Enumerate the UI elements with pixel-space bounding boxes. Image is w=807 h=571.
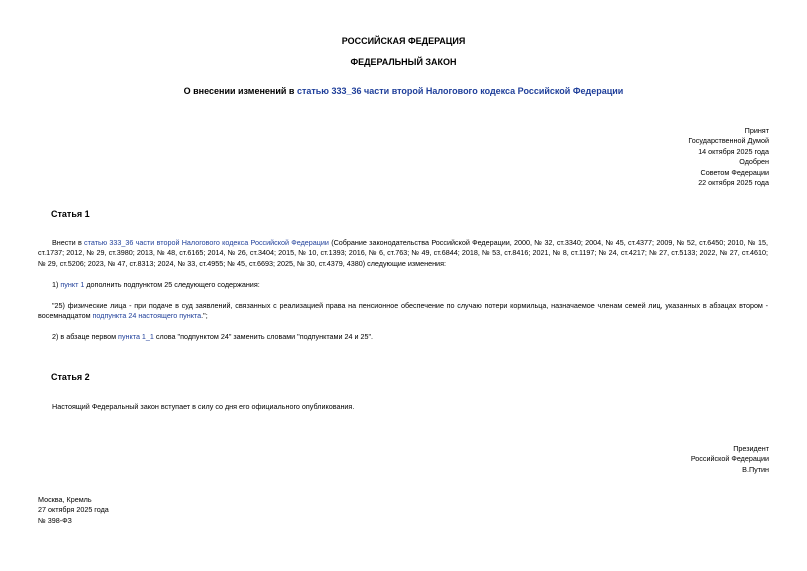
article-1-item-2 xyxy=(38,332,768,342)
article-2-body: Настоящий Федеральный закон вступает в силу со дня его официального опубликования. xyxy=(52,402,355,411)
intro-link[interactable]: статью 333_36 части второй Налогового кодекса Российской Федерации xyxy=(84,238,329,247)
article-1-heading: Статья 1 xyxy=(51,209,90,219)
item1-rest: дополнить подпунктом 25 следующего содержания: xyxy=(84,280,260,289)
quote-link[interactable]: подпункта 24 настоящего пункта xyxy=(92,311,202,321)
signature-block xyxy=(691,444,769,475)
item1-link[interactable]: пункт 1 xyxy=(60,280,85,289)
intro-prefix: Внести в xyxy=(52,238,85,247)
country-title: РОССИЙСКАЯ ФЕДЕРАЦИЯ xyxy=(341,36,466,46)
article-2-text xyxy=(38,402,768,412)
title-link[interactable]: статью 333_36 части второй Налогового кодекса Российской Федерации xyxy=(296,86,624,96)
title-prefix: О внесении изменений в xyxy=(183,86,297,96)
footer-number: № 398-ФЗ xyxy=(38,515,72,525)
article-1-intro xyxy=(38,238,768,269)
adoption-block xyxy=(688,126,769,188)
footer-place: Москва, Кремль xyxy=(38,495,92,504)
council-date: 22 октября 2025 года xyxy=(698,178,769,188)
article-2-heading: Статья 2 xyxy=(51,372,90,382)
signature-name: В.Путин xyxy=(742,464,769,474)
document-type: ФЕДЕРАЛЬНЫЙ ЗАКОН xyxy=(350,57,457,67)
duma-label: Государственной Думой xyxy=(688,136,769,146)
article-1-item-1 xyxy=(38,280,768,290)
signature-position: Президент xyxy=(733,444,769,453)
approved-label: Одобрен xyxy=(739,157,769,167)
footer-date: 27 октября 2025 года xyxy=(38,505,109,515)
council-label: Советом Федерации xyxy=(700,167,769,177)
accepted-label: Принят xyxy=(744,126,769,135)
footer-block xyxy=(38,495,109,526)
signature-country: Российской Федерации xyxy=(690,454,769,464)
item2-link[interactable]: пункта 1_1 xyxy=(118,332,154,341)
quote-end: ."; xyxy=(201,311,208,321)
article-1-quote xyxy=(38,301,768,322)
item2-prefix: 2) в абзаце первом xyxy=(52,332,119,341)
document-title xyxy=(0,86,807,96)
item1-prefix: 1) xyxy=(52,280,61,289)
item2-rest: слова "подпунктом 24" заменить словами "подпунктами 24 и 25". xyxy=(153,332,374,341)
duma-date: 14 октября 2025 года xyxy=(698,146,769,156)
quote-text: "25) физические лица - при подаче в суд заявлений, связанных с реализацией права на пенсионное обеспечение по случаю потери кормильца, назначаемое членам семей лиц, указанных в абзацах втором - восемнадцатом xyxy=(38,301,768,321)
intro-rest: (Собрание законодательства Российской Федерации, 2000, № 32, ст.3340; 2004, № 45, ст.4377; 2009, № 52, ст.6450; 2010, № 15, ст.1737; 2012, № 29, ст.3980; 2013, № 48, ст.6165; 2014, № 26, ст.3404; 2015, № 10, ст.1393; 2016, № 6, ст.763; № 49, ст.6844; 2018, № 53, ст.8416; 2021, № 8, ст.1197; № 24, ст.4217; № 27, ст.5133; 2022, № 27, ст.4610; № 29, ст.5206; 2023, № 47, ст.8313; 2024, № 33, ст.4955; № 45, ст.6693; 2025, № 30, ст.4379, 4380) следующие изменения: xyxy=(38,238,769,268)
